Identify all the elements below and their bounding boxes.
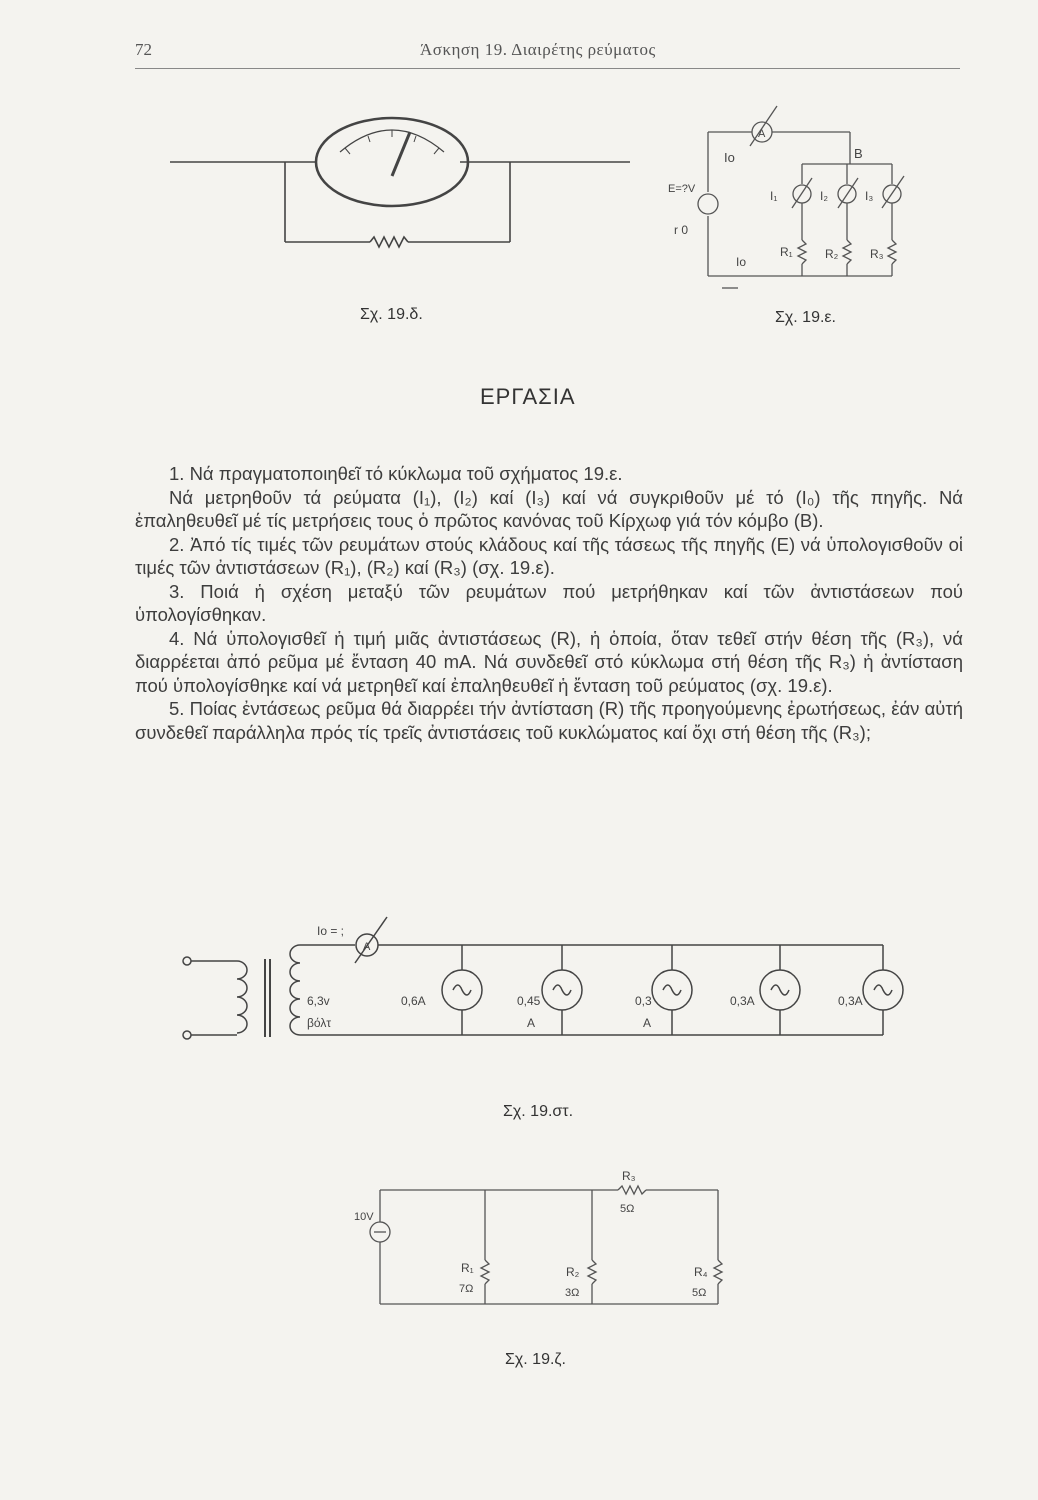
task-5: 5. Ποίας ἐντάσεως ρεῦμα θά διαρρέει τήν ἀντίσταση (R) τῆς προηγούμενης ἐρωτήσεως, ἐάν αὐτή συνδεθεῖ παράλληλα πρός τίς τρεῖς ἀντιστάσεις τοῦ κυκλώματος καί ὄχι στή θέση τῆς (R₃); bbox=[135, 698, 963, 743]
fig-19e-i1: I₁ bbox=[770, 189, 778, 203]
task-4: 4. Νά ὑπολογισθεῖ ἡ τιμή μιᾶς ἀντιστάσεως (R), ἡ ὁποία, ὅταν τεθεῖ στήν θέση τῆς (R₃), νά διαρρέεται ἀπό ρεῦμα μέ ἔνταση 40 mA. Νά συνδεθεῖ στό κύκλωμα στή θέση τῆς R₃) ἡ ἀντίσταση πού ὑπολογίσθηκε καί νά μετρηθεῖ καί ἐπαληθευθεῖ ἡ ἔνταση τοῦ ρεύματος (σχ. 19.ε). bbox=[135, 627, 963, 696]
task-3: 3. Ποιά ἡ σχέση μεταξύ τῶν ρευμάτων πού μετρήθηκαν καί τῶν ἀντιστάσεων πού ὑπολογίσθηκαν. bbox=[135, 580, 963, 625]
fig-19e-caption: Σχ. 19.ε. bbox=[775, 309, 836, 326]
task-1: 1. Νά πραγματοποιηθεῖ τό κύκλωμα τοῦ σχήματος 19.ε. bbox=[169, 463, 623, 484]
fig-19st-lamp-2-unit: A bbox=[527, 1016, 536, 1030]
fig-19e-r-internal: r 0 bbox=[674, 223, 689, 237]
fig-19z-source: 10V bbox=[354, 1211, 374, 1223]
fig-19z-r4: R₄ bbox=[694, 1265, 708, 1279]
fig-19d-caption: Σχ. 19.δ. bbox=[360, 306, 423, 323]
figure-19st-transformer-lamps bbox=[175, 915, 915, 1050]
fig-19st-voltage: 6,3v bbox=[307, 994, 330, 1008]
fig-19st-lamp-3-unit: A bbox=[643, 1016, 652, 1030]
figure-19e-parallel-circuit bbox=[662, 100, 932, 300]
fig-19st-lamp-2: 0,45 bbox=[517, 994, 541, 1008]
fig-19st-io: Io = ; bbox=[317, 924, 345, 938]
fig-19e-emf: E=?V bbox=[668, 183, 696, 195]
fig-19e-io-bottom: Io bbox=[736, 255, 747, 269]
fig-19z-r4-value: 5Ω bbox=[692, 1287, 707, 1299]
running-header-title: Άσκηση 19. Διαιρέτης ρεύματος bbox=[420, 40, 656, 59]
fig-19st-caption: Σχ. 19.στ. bbox=[503, 1103, 574, 1120]
page-number: 72 bbox=[135, 40, 152, 59]
figure-19d-meter-shunt bbox=[160, 110, 640, 280]
fig-19e-i2: I₂ bbox=[820, 189, 828, 203]
fig-19z-r2: R₂ bbox=[566, 1265, 580, 1279]
fig-19z-r1-value: 7Ω bbox=[459, 1283, 474, 1295]
fig-19e-r1: R₁ bbox=[780, 245, 793, 259]
fig-19st-lamp-3: 0,3 bbox=[635, 994, 652, 1008]
fig-19z-r1: R₁ bbox=[461, 1261, 474, 1275]
header-rule bbox=[135, 68, 960, 69]
fig-19z-r3: R₃ bbox=[622, 1169, 636, 1183]
fig-19st-lamp-5: 0,3A bbox=[838, 994, 863, 1008]
task-1-detail: Νά μετρηθοῦν τά ρεύματα (I₁), (I₂) καί (I₃) καί νά συγκριθοῦν μέ τό (I₀) τῆς πηγῆς. Νά ἐπαληθευθεῖ μέ τίς μετρήσεις τους ὁ πρῶτος κανόνας τοῦ Κίρχωφ γιά τόν κόμβο (B). bbox=[135, 486, 963, 531]
fig-19e-io-top: Io bbox=[724, 150, 735, 165]
fig-19e-ammeter-label: A bbox=[758, 128, 766, 140]
fig-19e-r3: R₃ bbox=[870, 247, 884, 261]
fig-19st-volt-word: βόλτ bbox=[307, 1016, 332, 1030]
fig-19e-node-b: B bbox=[854, 146, 863, 161]
figure-19z-resistor-network bbox=[350, 1168, 730, 1318]
section-title: ΕΡΓΑΣΙΑ bbox=[480, 384, 576, 409]
fig-19st-lamp-1: 0,6A bbox=[401, 994, 426, 1008]
fig-19z-r3-value: 5Ω bbox=[620, 1203, 635, 1215]
task-list bbox=[135, 462, 963, 744]
fig-19e-r2: R₂ bbox=[825, 247, 839, 261]
fig-19z-caption: Σχ. 19.ζ. bbox=[505, 1351, 566, 1368]
fig-19z-r2-value: 3Ω bbox=[565, 1287, 580, 1299]
fig-19st-ammeter: A bbox=[363, 941, 371, 953]
fig-19e-i3: I₃ bbox=[865, 189, 874, 203]
task-2: 2. Ἀπό τίς τιμές τῶν ρευμάτων στούς κλάδους καί τῆς τάσεως τῆς πηγῆς (E) νά ὑπολογισθοῦν οἱ τιμές τῶν ἀντιστάσεων (R₁), (R₂) καί (R₃) (σχ. 19.ε). bbox=[135, 533, 963, 578]
fig-19st-lamp-4: 0,3A bbox=[730, 994, 755, 1008]
